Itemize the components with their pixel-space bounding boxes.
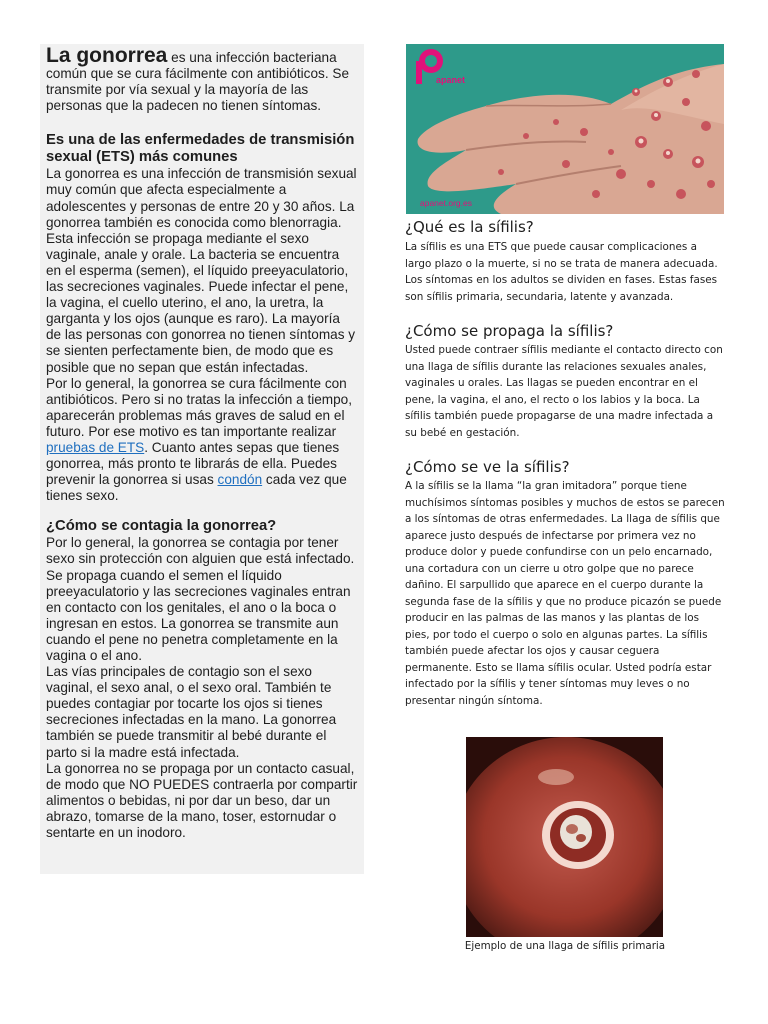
photo-credit: apanet.org.es: [420, 197, 472, 208]
link-pruebas-ets[interactable]: pruebas de ETS: [46, 439, 145, 455]
section1-p2-text-a: Por lo general, la gonorrea se cura fácilmente con antibióticos. Pero si no tratas la infección a tiempo, aparecerán problemas más graves de salud en el futuro. Por ese motivo es tan importante realizar: [46, 375, 353, 439]
gonorrea-title: La gonorrea: [46, 44, 168, 67]
section1-p2-text-b: . Cuanto antes sepas que tienes gonorrea, más pronto te librarás de ella. Puedes prevenir la gonorrea si usas: [46, 439, 340, 488]
syphilis-chancre-photo: [466, 737, 663, 937]
answer-como-se-propaga: Usted puede contraer sífilis mediante el contacto directo con una llaga de sífilis durante las relaciones sexuales anales, vaginales u orales. Las llagas se pueden encontrar en el pene, la vagina, el ano, el recto o los labios y la boca. La sífilis también puede propagarse de una madre infectada a su bebé en gestación.: [405, 344, 723, 439]
hand-rash-photo: [406, 44, 724, 214]
sifilis-column: [405, 44, 725, 709]
section2-paragraph-1: Por lo general, la gonorrea se contagia por tener sexo sin protección con alguien que está infectado. Se propaga cuando el semen el líquido preeyaculatorio y las secreciones vaginales entran en contacto con los genitales, el ano o la boca o ingresan en estos. La gonorrea se transmite aun cuando el pene no penetra completamente en la vagina o el ano.: [46, 535, 355, 663]
gonorrea-panel: [40, 44, 364, 874]
photo-caption: Ejemplo de una llaga de sífilis primaria: [464, 940, 666, 952]
section1-paragraph-1: La gonorrea es una infección de transmisión sexual muy común que afecta especialmente a adolescentes y personas de entre 20 y 30 años. La gonorrea también es conocida como blenorragia. Esta infección se propaga mediante el sexo vaginale, anale y orale. La bacteria se encuentra en el esperma (semen), el líquido preeyaculatorio, las secreciones vaginales. Puede infectar el pene, la vagina, el cuello uterino, el ano, la uretra, la garganta y los ojos (aunque es raro). La mayoría de las personas con gonorrea no tienen síntomas y se sienten perfectamente bien, de modo que es posible que no sepan que están infectadas.: [46, 166, 357, 375]
section1-heading: Es una de las enfermedades de transmisión sexual (ETS) más comunes: [46, 132, 355, 166]
question-que-es: ¿Qué es la sífilis?: [405, 218, 534, 236]
question-como-se-propaga: ¿Cómo se propaga la sífilis?: [405, 322, 614, 340]
chancre-illustration: [466, 737, 663, 937]
hand-rash-illustration: [406, 44, 724, 214]
gonorrea-intro: [46, 44, 358, 114]
link-condon[interactable]: condón: [217, 472, 263, 488]
answer-como-se-ve: A la sífilis se la llama “la gran imitadora” porque tiene muchísimos síntomas posibles y muchos de estos se parecen a los síntomas de otras enfermedades. La llaga de sífilis que aparece justo después de infectarse por primera vez no produce dolor y puede confundirse con un pelo encarnado, una cortadura con un cierre u otro golpe que no parece dañino. El sarpullido que aparece en el cuerpo durante la segunda fase de la sífilis y que no produce picazón se puede producir en las palmas de las manos y las plantas de los pies, por todo el cuerpo o solo en algunas partes. La sífilis también puede afectar los ojos y causar ceguera permanente. Esto se llama sífilis ocular. Usted podría estar infectado por la sífilis y tener síntomas muy leves o no presentar ningún síntoma.: [405, 480, 725, 707]
section2-heading: ¿Cómo se contagia la gonorrea?: [46, 518, 277, 535]
gonorrea-intro-text: es una infección bacteriana común que se cura fácilmente con antibióticos. Se transmite por vía sexual y la mayoría de las personas que la padecen no tienen síntomas.: [46, 50, 350, 114]
question-como-se-ve: ¿Cómo se ve la sífilis?: [405, 458, 570, 476]
apanet-logo-text: apanet: [436, 75, 466, 85]
section1-p2-text-c: cada vez que tienes sexo.: [46, 472, 347, 504]
section2-paragraph-3: La gonorrea no se propaga por un contacto casual, de modo que NO PUEDES contraerla por compartir alimentos o bebidas, ni por dar un beso, dar un abrazo, tomarse de la mano, toser, estornudar o sentarte en un inodoro.: [46, 760, 358, 841]
section2-paragraph-2: Las vías principales de contagio son el sexo vaginal, el sexo anal, o el sexo oral. También te puedes contagiar por tocarte los ojos si tienes secreciones infectadas en la mano. La gonorrea también se puede transmitir al bebé durante el parto si la madre está infectada.: [46, 664, 337, 760]
section1-paragraph-2: [46, 376, 358, 505]
answer-que-es: La sífilis es una ETS que puede causar complicaciones a largo plazo o la muerte, si no se trata de manera adecuada. Los síntomas en los adultos se dividen en fases. Estas fases son sífilis primaria, secundaria, latente y avanzada.: [405, 241, 718, 303]
